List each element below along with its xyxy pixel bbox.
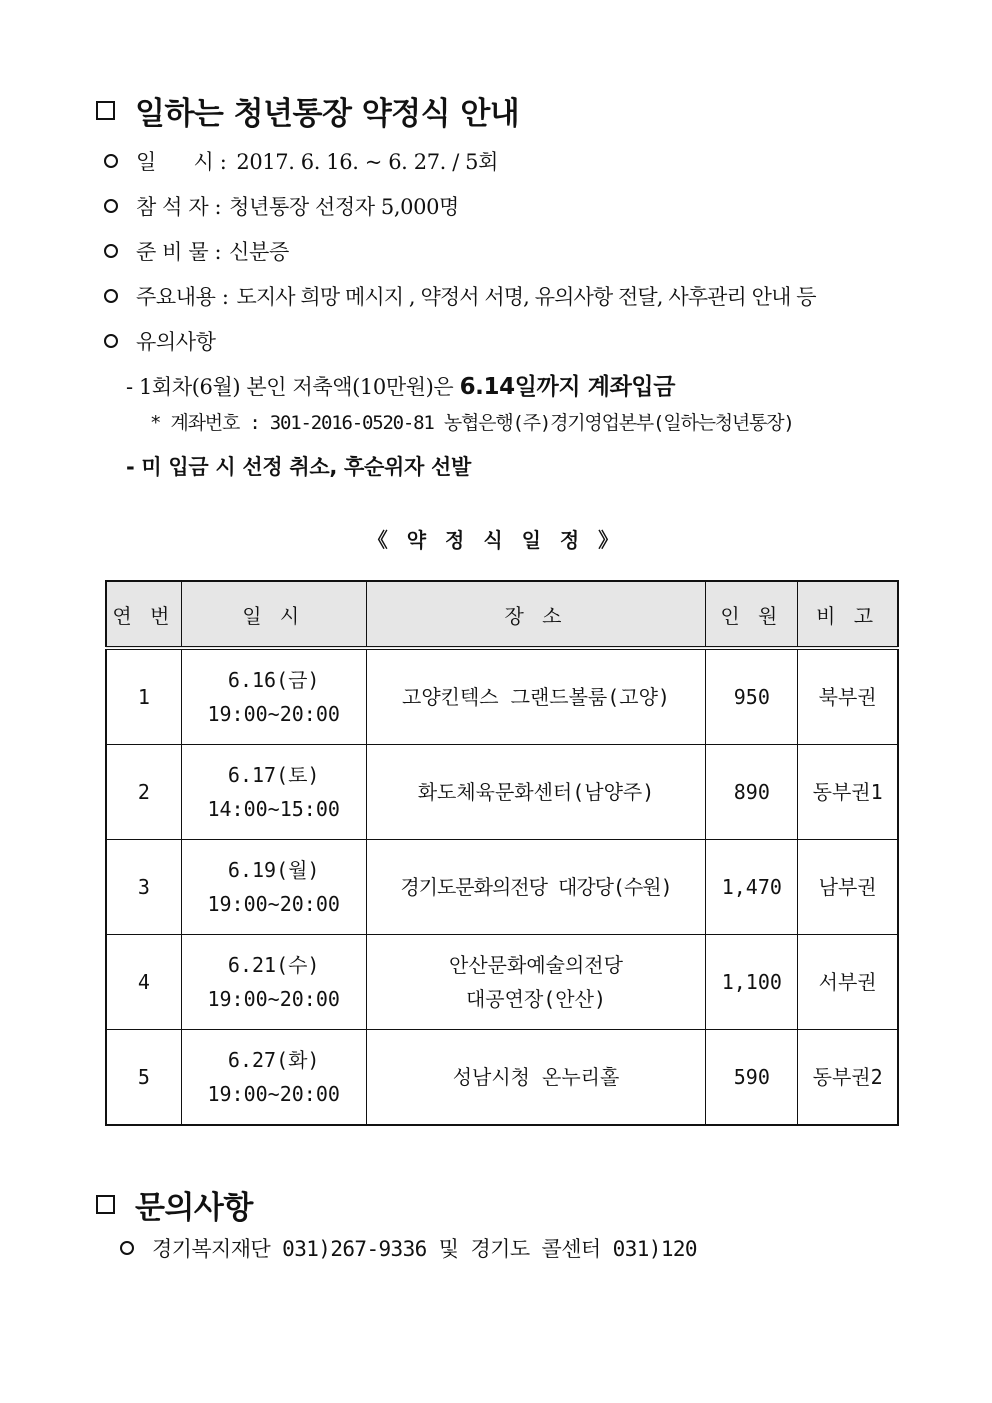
notice-cancellation: - 미 입금 시 선정 취소, 후순위자 선발	[126, 455, 471, 479]
cell-no: 1	[106, 648, 181, 745]
schedule-title: 《 약 정 식 일 정 》	[367, 528, 625, 552]
section-title: 일하는 청년통장 약정식 안내	[135, 96, 520, 132]
cell-note: 동부권2	[798, 1030, 898, 1126]
info-label: 준 비 물 :	[136, 240, 222, 264]
cell-datetime	[181, 840, 366, 935]
cell-no: 3	[106, 840, 181, 935]
cell-note: 서부권	[798, 935, 898, 1030]
header-datetime: 일 시	[181, 581, 366, 648]
schedule-table	[105, 580, 899, 1126]
info-value: 청년통장 선정자 5,000명	[229, 195, 459, 219]
cell-place	[366, 935, 706, 1030]
checkbox-square-icon	[96, 1195, 115, 1214]
header-place: 장 소	[366, 581, 706, 648]
cell-people: 1,100	[706, 935, 798, 1030]
cell-people: 950	[706, 648, 798, 745]
cell-place-line1: 고양킨텍스 그랜드볼룸(고양)	[402, 685, 670, 709]
circle-bullet-icon	[104, 244, 118, 258]
info-value: 도지사 희망 메시지 , 약정서 서명, 유의사항 전달, 사후관리 안내 등	[236, 285, 816, 309]
cell-place-line1: 화도체육문화센터(남양주)	[417, 780, 655, 804]
cell-place	[366, 648, 706, 745]
header-no: 연 번	[106, 581, 181, 648]
info-label: 일 시 :	[136, 150, 227, 174]
cell-date: 6.21(수)	[227, 953, 320, 977]
cell-place	[366, 1030, 706, 1126]
cell-no: 2	[106, 745, 181, 840]
cell-no: 4	[106, 935, 181, 1030]
info-label: 유의사항	[136, 330, 216, 354]
info-item-main-content	[104, 281, 816, 311]
cell-date: 6.27(화)	[227, 1048, 320, 1072]
cell-datetime	[181, 935, 366, 1030]
cell-place	[366, 745, 706, 840]
section-heading-agreement	[96, 88, 519, 133]
cell-time: 19:00~20:00	[207, 987, 340, 1011]
table-row	[106, 935, 898, 1030]
header-people: 인 원	[706, 581, 798, 648]
info-value: 신분증	[229, 240, 289, 264]
table-row	[106, 745, 898, 840]
checkbox-square-icon	[96, 101, 115, 120]
cell-datetime	[181, 648, 366, 745]
cell-note: 동부권1	[798, 745, 898, 840]
circle-bullet-icon	[104, 289, 118, 303]
notice-deposit-text: - 1회차(6월) 본인 저축액(10만원)은	[126, 375, 454, 399]
cell-date: 6.16(금)	[227, 668, 320, 692]
table-header-row	[106, 581, 898, 648]
info-value: 2017. 6. 16. ~ 6. 27. / 5회	[236, 150, 499, 174]
circle-bullet-icon	[104, 199, 118, 213]
account-number-note: * 계좌번호 : 301-2016-0520-81 농협은행(주)경기영업본부(일하는청년통장)	[150, 412, 794, 434]
info-item-notes	[104, 326, 216, 356]
info-label: 참 석 자 :	[136, 195, 222, 219]
info-item-items-to-bring	[104, 236, 289, 266]
cell-place	[366, 840, 706, 935]
inquiry-contact-text: 경기복지재단 031)267-9336 및 경기도 콜센터 031)120	[152, 1237, 697, 1261]
cell-place-line1: 경기도문화의전당 대강당(수원)	[400, 875, 672, 899]
table-row	[106, 1030, 898, 1126]
header-note: 비 고	[798, 581, 898, 648]
table-row	[106, 840, 898, 935]
cell-people: 1,470	[706, 840, 798, 935]
cell-place-line1: 성남시청 온누리홀	[452, 1065, 620, 1089]
cell-time: 14:00~15:00	[207, 797, 340, 821]
section-title: 문의사항	[135, 1190, 253, 1226]
cell-datetime	[181, 1030, 366, 1126]
info-item-datetime	[104, 146, 498, 176]
table-row	[106, 648, 898, 745]
cell-place-line1: 안산문화예술의전당	[449, 953, 623, 977]
cell-time: 19:00~20:00	[207, 702, 340, 726]
cell-note: 북부권	[798, 648, 898, 745]
info-item-attendees	[104, 191, 459, 221]
circle-bullet-icon	[104, 334, 118, 348]
cell-time: 19:00~20:00	[207, 1082, 340, 1106]
cell-date: 6.19(월)	[227, 858, 320, 882]
cell-note: 남부권	[798, 840, 898, 935]
cell-place-line2: 대공연장(안산)	[465, 987, 606, 1011]
notice-deposit	[126, 368, 675, 401]
info-label: 주요내용 :	[136, 285, 229, 309]
cell-people: 590	[706, 1030, 798, 1126]
cell-date: 6.17(토)	[227, 763, 320, 787]
cell-time: 19:00~20:00	[207, 892, 340, 916]
notice-deposit-emphasis: 6.14일까지 계좌입금	[459, 374, 676, 400]
circle-bullet-icon	[120, 1241, 134, 1255]
cell-no: 5	[106, 1030, 181, 1126]
cell-people: 890	[706, 745, 798, 840]
section-heading-inquiries	[96, 1182, 253, 1227]
inquiry-contact	[120, 1233, 697, 1263]
circle-bullet-icon	[104, 154, 118, 168]
cell-datetime	[181, 745, 366, 840]
